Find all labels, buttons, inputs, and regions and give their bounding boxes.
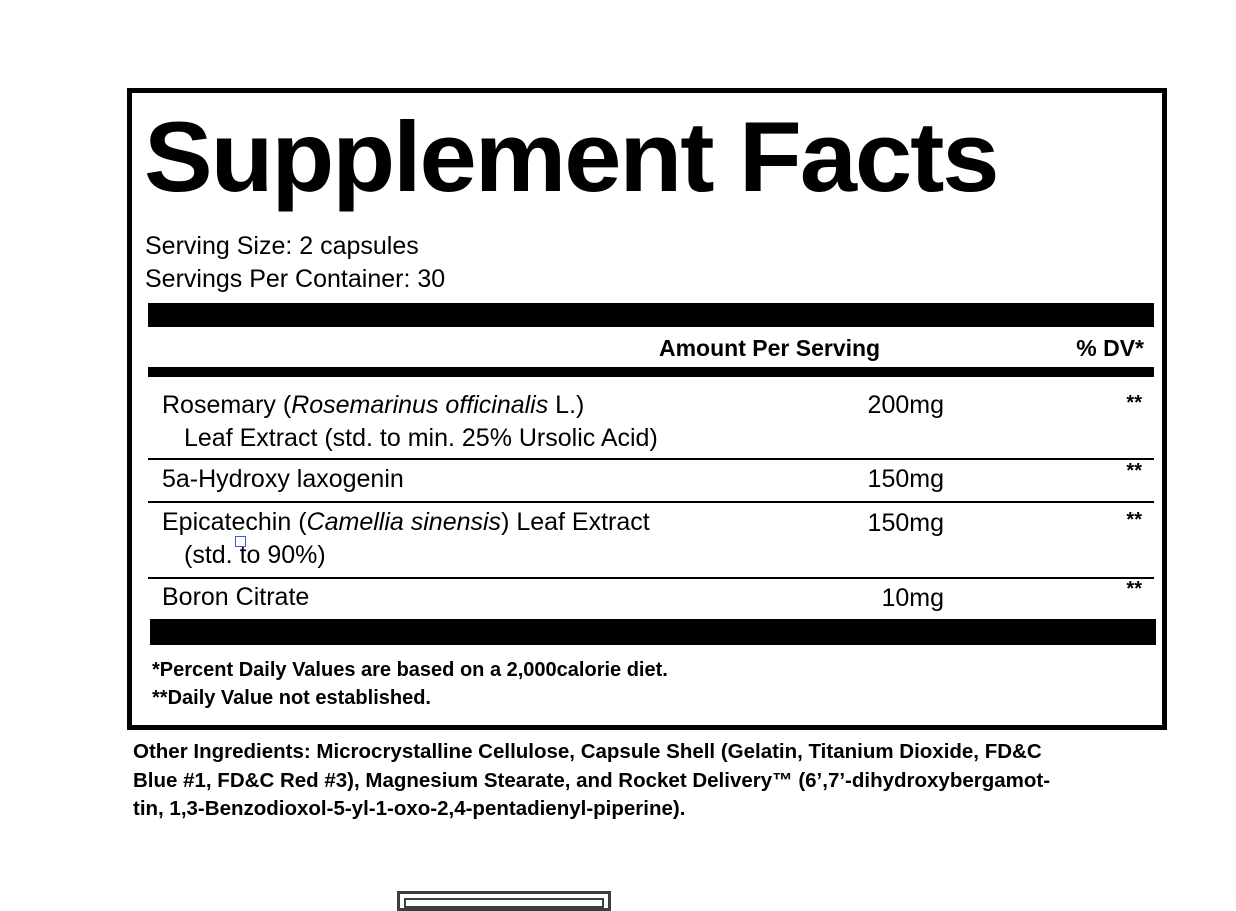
other-ingredients-line: Other Ingredients: Microcrystalline Cellulose, Capsule Shell (Gelatin, Titanium Dioxide, FD&C bbox=[133, 740, 1042, 763]
ingredient-rosemary-amount: 200mg bbox=[867, 391, 944, 419]
other-ingredients-line: Blue #1, FD&C Red #3), Magnesium Stearate, and Rocket Delivery™ (6’,7’-dihydroxybergamot- bbox=[133, 768, 1051, 792]
serving-size: Serving Size: 2 capsules bbox=[145, 232, 419, 260]
botanical-name: Rosemarinus officinalis bbox=[291, 391, 549, 419]
ingredient-name-text: ) Leaf Extract bbox=[501, 508, 650, 536]
ingredient-epicatechin-name bbox=[162, 510, 650, 535]
panel-title: Supplement Facts bbox=[144, 101, 998, 212]
ingredient-rosemary-sub: Leaf Extract (std. to min. 25% Ursolic Acid) bbox=[184, 424, 658, 452]
text-cursor-marker bbox=[235, 536, 246, 547]
ingredient-laxogenin-dv: ** bbox=[1126, 460, 1142, 482]
ingredient-epicatechin-sub: (std. to 90%) bbox=[184, 541, 326, 569]
row-divider bbox=[148, 458, 1154, 460]
daily-value-header: % DV* bbox=[1076, 335, 1144, 361]
servings-per-container: Servings Per Container: 30 bbox=[145, 265, 446, 293]
partial-box-inner-outline bbox=[404, 898, 604, 908]
amount-per-serving-header: Amount Per Serving bbox=[659, 335, 881, 361]
ingredient-laxogenin-amount: 150mg bbox=[867, 465, 944, 493]
thick-divider-top bbox=[148, 303, 1154, 327]
other-ingredients-line: tin, 1,3-Benzodioxol-5-yl-1-oxo-2,4-pentadienyl-piperine). bbox=[133, 797, 686, 820]
ingredient-name-text: L.) bbox=[548, 391, 585, 419]
ingredient-rosemary-name bbox=[162, 393, 584, 418]
ingredient-boron-amount: 10mg bbox=[881, 584, 944, 612]
footnote-daily-values: *Percent Daily Values are based on a 2,000calorie diet. bbox=[152, 659, 668, 681]
ingredient-name-text: Epicatechin ( bbox=[162, 508, 307, 536]
row-divider bbox=[148, 501, 1154, 503]
ingredient-epicatechin-dv: ** bbox=[1126, 509, 1142, 531]
ingredient-boron-dv: ** bbox=[1126, 578, 1142, 600]
footnote-not-established: **Daily Value not established. bbox=[152, 687, 431, 709]
ingredient-rosemary-dv: ** bbox=[1126, 392, 1142, 414]
ingredient-name-text: Rosemary ( bbox=[162, 391, 292, 419]
ingredient-boron-name: Boron Citrate bbox=[162, 583, 310, 611]
ingredient-epicatechin-amount: 150mg bbox=[867, 509, 944, 537]
medium-divider bbox=[148, 367, 1154, 377]
ingredient-laxogenin-name: 5a-Hydroxy laxogenin bbox=[162, 465, 404, 493]
supplement-facts-panel bbox=[127, 88, 1167, 730]
thick-divider-bottom bbox=[150, 619, 1156, 645]
row-divider bbox=[148, 577, 1154, 579]
other-ingredients bbox=[133, 738, 1163, 824]
botanical-name: Camellia sinensis bbox=[306, 508, 502, 536]
